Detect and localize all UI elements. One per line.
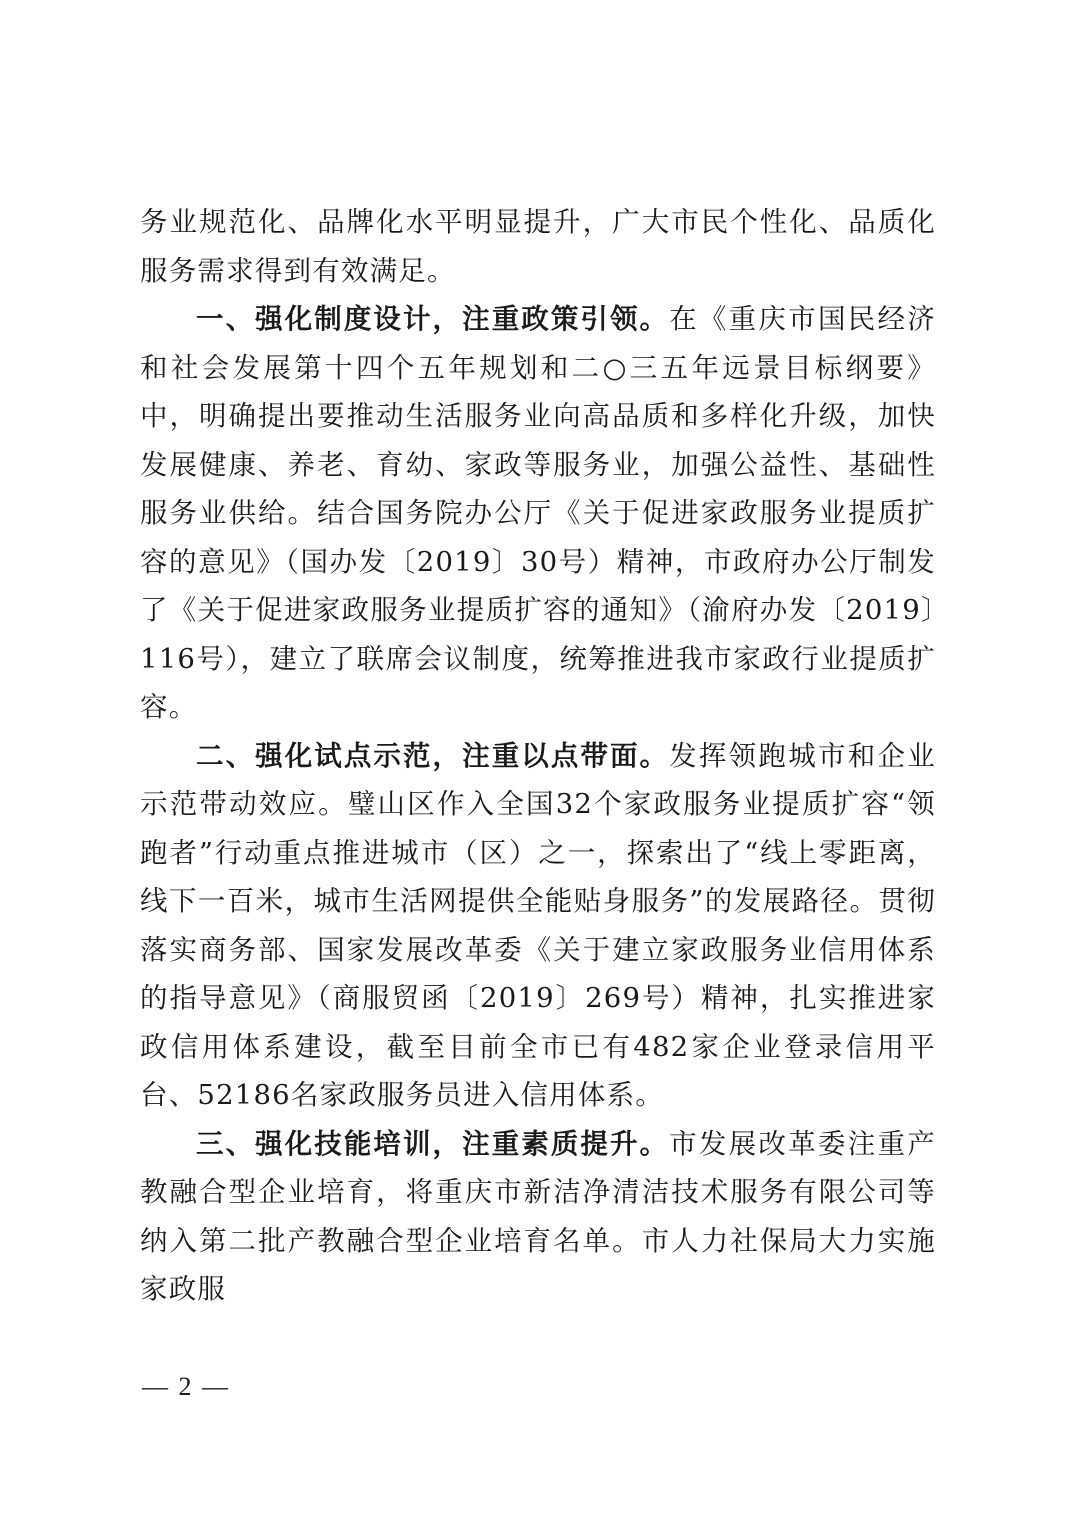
paragraph-section-2 xyxy=(140,732,936,1120)
paragraph-text: 发挥领跑城市和企业示范带动效应。璧山区作入全国32个家政服务业提质扩容“领跑者”行动重点推进城市（区）之一，探索出了“线上零距离，线下一百米，城市生活网提供全能贴身服务”的发展路径。贯彻落实商务部、国家发展改革委《关于建立家政服务业信用体系的指导意见》（商服贸函〔2019〕269号）精神，扎实推进家政信用体系建设，截至目前全市已有482家企业登录信用平台、52186名家政服务员进入信用体系。 xyxy=(140,739,936,1111)
paragraph-intro-continuation xyxy=(140,198,936,295)
paragraph-section-1 xyxy=(140,295,936,732)
section-heading: 三、强化技能培训，注重素质提升。 xyxy=(196,1127,670,1160)
document-body xyxy=(140,198,936,1314)
page-number: — 2 — xyxy=(142,1372,230,1401)
paragraph-text: 市发展改革委注重产教融合型企业培育，将重庆市新洁净清洁技术服务有限公司等纳入第二批产教融合型企业培育名单。市人力社保局大力实施家政服 xyxy=(140,1127,936,1305)
section-heading: 二、强化试点示范，注重以点带面。 xyxy=(196,739,670,772)
section-heading: 一、强化制度设计，注重政策引领。 xyxy=(196,303,670,335)
paragraph-section-3 xyxy=(140,1120,936,1314)
paragraph-text: 在《重庆市国民经济和社会发展第十四个五年规划和二○三五年远景目标纲要》中，明确提出要推动生活服务业向高品质和多样化升级，加快发展健康、养老、育幼、家政等服务业，加强公益性、基础性服务业供给。结合国务院办公厅《关于促进家政服务业提质扩容的意见》（国办发〔2019〕30号）精神，市政府办公厅制发了《关于促进家政服务业提质扩容的通知》（渝府办发〔2019〕116号），建立了联席会议制度，统筹推进我市家政行业提质扩容。 xyxy=(140,303,936,723)
paragraph-text: 务业规范化、品牌化水平明显提升，广大市民个性化、品质化服务需求得到有效满足。 xyxy=(140,206,936,287)
